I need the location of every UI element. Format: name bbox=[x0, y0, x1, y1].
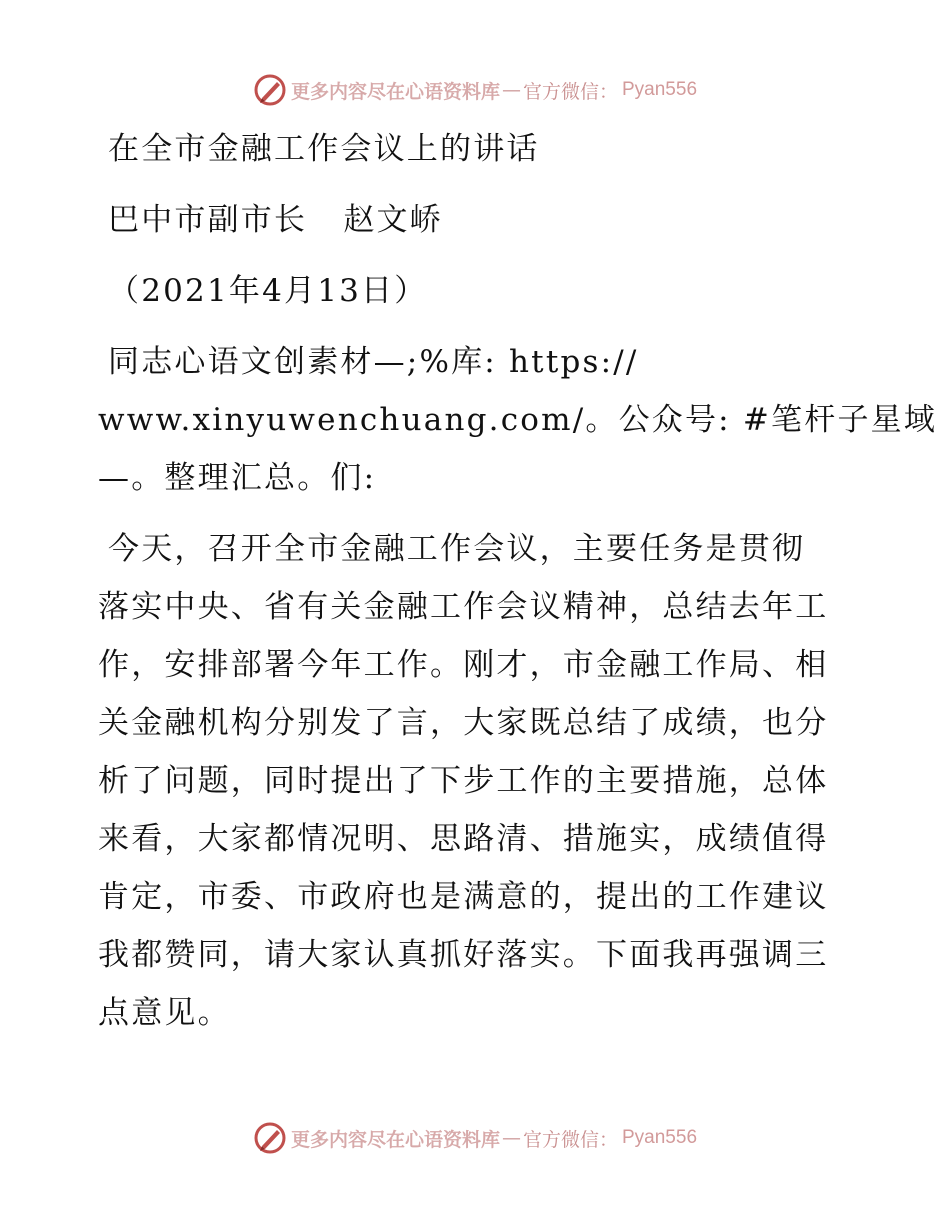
footer-watermark-banner bbox=[0, 1118, 950, 1158]
speech-title: 在全市金融工作会议上的讲话 bbox=[108, 131, 540, 167]
banner-wechat-id: Pyan556 bbox=[622, 1127, 698, 1148]
body-line: 点意见。 bbox=[98, 995, 231, 1031]
body-line: 肯定，市委、市政府也是满意的，提出的工作建议 bbox=[98, 879, 829, 915]
greeting-line: 同志心语文创素材—;%库: https:// bbox=[108, 344, 639, 380]
body-line: 今天，召开全市金融工作会议，主要任务是贯彻 bbox=[108, 531, 806, 567]
banner-dash: — bbox=[501, 79, 521, 101]
body-line: 析了问题，同时提出了下步工作的主要措施，总体 bbox=[98, 763, 829, 799]
greeting-paragraph bbox=[98, 333, 938, 507]
greeting-line: www.xinyuwenchuang.com/。公众号: #笔杆子星域 bbox=[98, 402, 938, 438]
speech-date: （2021年4月13日） bbox=[108, 273, 428, 309]
pen-logo-icon bbox=[253, 1121, 287, 1155]
banner-dash: — bbox=[501, 1127, 521, 1149]
banner-wechat-label: 官方微信： bbox=[522, 1128, 618, 1151]
greeting-line: —。整理汇总。们: bbox=[98, 460, 377, 496]
body-line: 关金融机构分别发了言，大家既总结了成绩，也分 bbox=[98, 705, 829, 741]
body-line: 落实中央、省有关金融工作会议精神，总结去年工 bbox=[98, 589, 829, 625]
pen-logo-icon bbox=[253, 73, 287, 107]
speech-author: 巴中市副市长 赵文峤 bbox=[108, 202, 443, 238]
banner-text: 更多内容尽在心语资料库 bbox=[290, 80, 500, 103]
banner-text: 更多内容尽在心语资料库 bbox=[290, 1128, 500, 1151]
body-line: 我都赞同，请大家认真抓好落实。下面我再强调三 bbox=[98, 937, 829, 973]
banner-wechat-id: Pyan556 bbox=[622, 79, 698, 100]
body-line: 来看，大家都情况明、思路清、措施实，成绩值得 bbox=[98, 821, 829, 857]
document-body bbox=[98, 120, 938, 1042]
body-paragraph bbox=[98, 520, 850, 1042]
banner-wechat-label: 官方微信： bbox=[522, 80, 618, 103]
body-line: 作，安排部署今年工作。刚才，市金融工作局、相 bbox=[98, 647, 829, 683]
header-watermark-banner bbox=[0, 70, 950, 110]
